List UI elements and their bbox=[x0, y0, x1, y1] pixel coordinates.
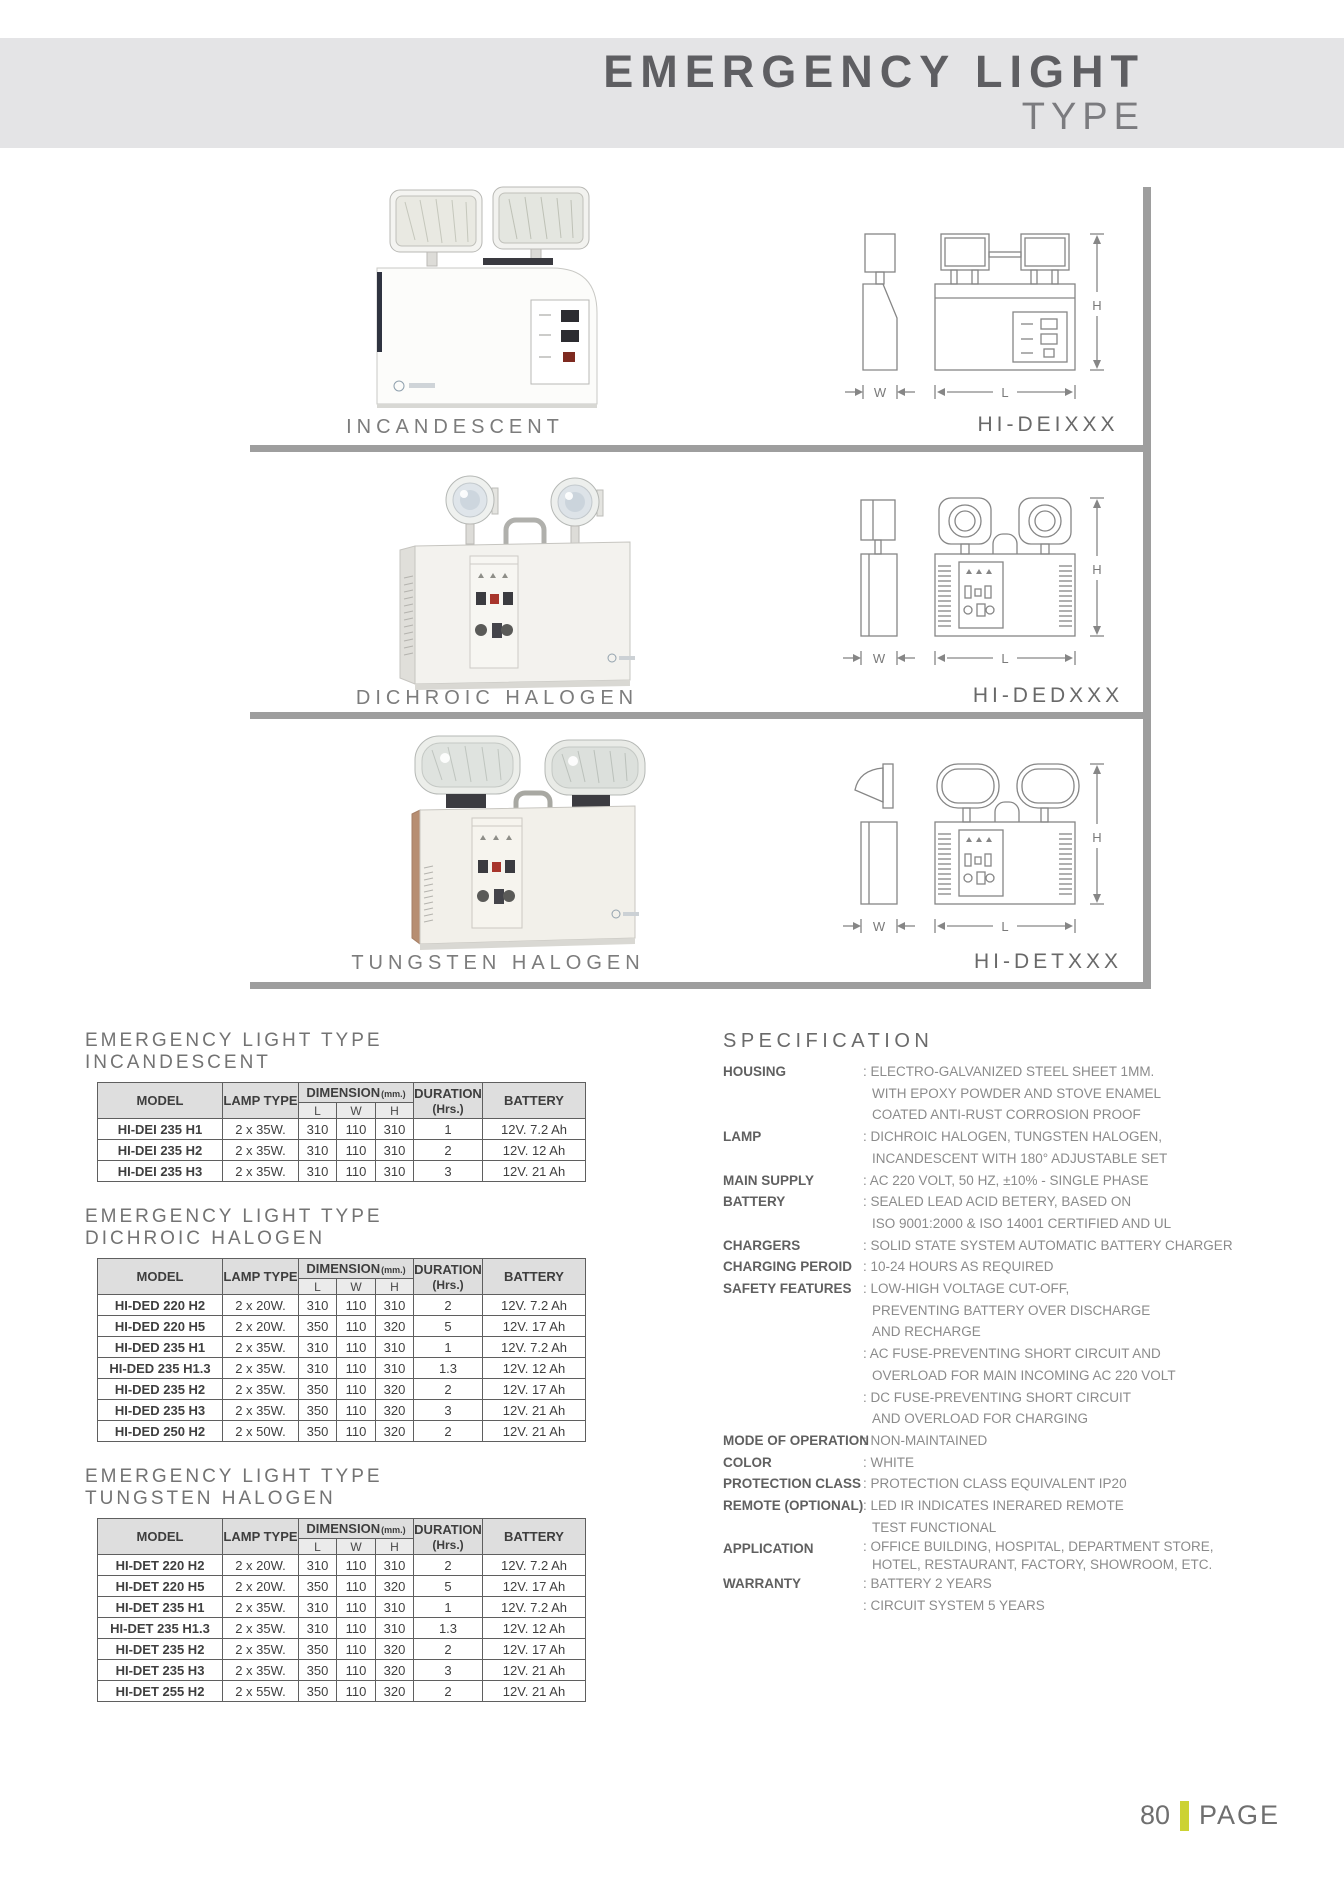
dim-label-h: H bbox=[1092, 298, 1102, 313]
col-dimension: DIMENSION(mm.) bbox=[299, 1083, 414, 1103]
spec-label: CHARGING PEROID bbox=[723, 1259, 853, 1275]
table-cell: 12V. 17 Ah bbox=[483, 1379, 586, 1400]
model-cell: HI-DET 235 H1.3 bbox=[98, 1618, 223, 1639]
table-cell: 350 bbox=[299, 1421, 337, 1442]
spec-entry bbox=[723, 1191, 1193, 1234]
table-cell: 2 x 35W. bbox=[223, 1660, 299, 1681]
model-cell: HI-DED 235 H3 bbox=[98, 1400, 223, 1421]
spec-entry bbox=[723, 1452, 1193, 1474]
page-footer bbox=[1140, 1800, 1280, 1831]
table-cell: 2 x 35W. bbox=[223, 1358, 299, 1379]
col-battery: BATTERY bbox=[483, 1519, 586, 1555]
section-divider bbox=[250, 982, 1143, 989]
table-cell: 320 bbox=[376, 1421, 414, 1442]
table-cell: 310 bbox=[376, 1597, 414, 1618]
table-cell: 12V. 17 Ah bbox=[483, 1316, 586, 1337]
col-lamp-type: LAMP TYPE bbox=[223, 1083, 299, 1119]
table-row bbox=[98, 1379, 586, 1400]
table-cell: 2 bbox=[414, 1140, 483, 1161]
model-cell: HI-DED 235 H1.3 bbox=[98, 1358, 223, 1379]
table-row bbox=[98, 1316, 586, 1337]
specification-section bbox=[723, 1030, 1233, 1617]
model-cell: HI-DEI 235 H3 bbox=[98, 1161, 223, 1182]
spec-line: : ELECTRO-GALVANIZED STEEL SHEET 1MM. bbox=[863, 1064, 1155, 1079]
col-dimension: DIMENSION(mm.) bbox=[299, 1519, 414, 1539]
table-row bbox=[98, 1660, 586, 1681]
table-cell: 3 bbox=[414, 1400, 483, 1421]
model-cell: HI-DED 220 H5 bbox=[98, 1316, 223, 1337]
table-cell: 320 bbox=[376, 1400, 414, 1421]
dim-label-l: L bbox=[1001, 385, 1009, 400]
table-cell: 310 bbox=[299, 1161, 337, 1182]
section-caption-incandescent: INCANDESCENT bbox=[346, 416, 564, 438]
spec-line: : NON-MAINTAINED bbox=[863, 1432, 988, 1448]
spec-line: HOTEL, RESTAURANT, FACTORY, SHOWROOM, ETC. bbox=[872, 1556, 1213, 1572]
spec-line: : AC 220 VOLT, 50 HZ, ±10% - SINGLE PHASE bbox=[863, 1172, 1149, 1188]
col-lamp-type: LAMP TYPE bbox=[223, 1259, 299, 1295]
table-cell: 110 bbox=[337, 1379, 376, 1400]
col-dimension: DIMENSION(mm.) bbox=[299, 1259, 414, 1279]
table-cell: 310 bbox=[299, 1618, 337, 1639]
spec-value bbox=[863, 1061, 1193, 1126]
model-cell: HI-DEI 235 H1 bbox=[98, 1119, 223, 1140]
spec-value bbox=[863, 1256, 1193, 1278]
spec-entry bbox=[723, 1170, 1193, 1192]
spec-line: : OFFICE BUILDING, HOSPITAL, DEPARTMENT STORE, bbox=[863, 1539, 1214, 1555]
spec-label: MAIN SUPPLY bbox=[723, 1172, 815, 1188]
table-row bbox=[98, 1119, 586, 1140]
table-cell: 310 bbox=[299, 1140, 337, 1161]
section-caption-tungsten: TUNGSTEN HALOGEN bbox=[351, 952, 645, 974]
dimension-diagram-tungsten bbox=[825, 746, 1155, 946]
table-cell: 110 bbox=[337, 1161, 376, 1182]
table-row bbox=[98, 1337, 586, 1358]
table-cell: 110 bbox=[337, 1660, 376, 1681]
page-subtitle: TYPE bbox=[1021, 96, 1145, 138]
table-row bbox=[98, 1421, 586, 1442]
model-cell: HI-DET 235 H3 bbox=[98, 1660, 223, 1681]
table-cell: 350 bbox=[299, 1316, 337, 1337]
table-row bbox=[98, 1618, 586, 1639]
table-cell: 310 bbox=[299, 1119, 337, 1140]
table-cell: 2 bbox=[414, 1681, 483, 1702]
col-battery: BATTERY bbox=[483, 1083, 586, 1119]
table-cell: 110 bbox=[337, 1316, 376, 1337]
table-cell: 12V. 12 Ah bbox=[483, 1358, 586, 1379]
col-duration: DURATION (Hrs.) bbox=[414, 1083, 483, 1119]
col-model: MODEL bbox=[98, 1259, 223, 1295]
spec-line: COATED ANTI-RUST CORROSION PROOF bbox=[872, 1107, 1141, 1123]
col-h: H bbox=[376, 1539, 414, 1555]
spec-label: APPLICATION bbox=[723, 1541, 814, 1557]
table-row bbox=[98, 1358, 586, 1379]
table-heading-dichroic bbox=[85, 1206, 383, 1250]
spec-line: : DC FUSE-PREVENTING SHORT CIRCUIT bbox=[863, 1389, 1132, 1405]
table-cell: 110 bbox=[337, 1639, 376, 1660]
col-duration: DURATION (Hrs.) bbox=[414, 1259, 483, 1295]
table-cell: 12V. 17 Ah bbox=[483, 1639, 586, 1660]
specification-entries bbox=[723, 1061, 1233, 1617]
table-cell: 110 bbox=[337, 1337, 376, 1358]
spec-value bbox=[863, 1473, 1193, 1495]
table-row bbox=[98, 1576, 586, 1597]
table-cell: 310 bbox=[376, 1140, 414, 1161]
spec-label: COLOR bbox=[723, 1454, 772, 1470]
table-cell: 110 bbox=[337, 1597, 376, 1618]
table-cell: 2 x 35W. bbox=[223, 1379, 299, 1400]
spec-line: TEST FUNCTIONAL bbox=[872, 1519, 997, 1535]
spec-table-dichroic bbox=[97, 1258, 586, 1442]
table-cell: 310 bbox=[376, 1119, 414, 1140]
table-cell: 1 bbox=[414, 1337, 483, 1358]
spec-entry bbox=[723, 1473, 1193, 1495]
spec-line: ISO 9001:2000 & ISO 14001 CERTIFIED AND UL bbox=[872, 1215, 1172, 1231]
table-cell: 1 bbox=[414, 1119, 483, 1140]
table-cell: 350 bbox=[299, 1639, 337, 1660]
spec-line: WITH EPOXY POWDER AND STOVE ENAMEL bbox=[872, 1085, 1162, 1101]
table-cell: 110 bbox=[337, 1140, 376, 1161]
spec-value bbox=[863, 1278, 1193, 1430]
model-cell: HI-DET 220 H2 bbox=[98, 1555, 223, 1576]
table-cell: 1.3 bbox=[414, 1618, 483, 1639]
table-cell: 320 bbox=[376, 1639, 414, 1660]
table-cell: 2 x 35W. bbox=[223, 1161, 299, 1182]
page-number: 80 bbox=[1140, 1800, 1171, 1830]
spec-value bbox=[863, 1191, 1193, 1234]
col-model: MODEL bbox=[98, 1519, 223, 1555]
table-cell: 2 bbox=[414, 1639, 483, 1660]
table-cell: 1.3 bbox=[414, 1358, 483, 1379]
table-cell: 12V. 21 Ah bbox=[483, 1161, 586, 1182]
table-heading-line2: DICHROIC HALOGEN bbox=[85, 1228, 326, 1249]
table-cell: 12V. 7.2 Ah bbox=[483, 1555, 586, 1576]
product-photo-tungsten-halogen bbox=[320, 718, 680, 953]
table-cell: 2 x 35W. bbox=[223, 1639, 299, 1660]
table-row bbox=[98, 1639, 586, 1660]
dimension-diagram-dichroic bbox=[825, 478, 1155, 678]
table-cell: 12V. 7.2 Ah bbox=[483, 1119, 586, 1140]
table-cell: 350 bbox=[299, 1660, 337, 1681]
model-code-incandescent: HI-DEIXXX bbox=[977, 413, 1119, 436]
spec-value bbox=[863, 1235, 1233, 1257]
table-cell: 2 x 20W. bbox=[223, 1295, 299, 1316]
table-cell: 2 x 35W. bbox=[223, 1618, 299, 1639]
spec-value bbox=[863, 1573, 1193, 1616]
table-cell: 110 bbox=[337, 1681, 376, 1702]
model-cell: HI-DET 220 H5 bbox=[98, 1576, 223, 1597]
table-row bbox=[98, 1161, 586, 1182]
spec-entry bbox=[723, 1256, 1193, 1278]
specification-title: SPECIFICATION bbox=[723, 1030, 934, 1052]
table-cell: 2 bbox=[414, 1555, 483, 1576]
table-cell: 2 bbox=[414, 1421, 483, 1442]
spec-line: : WHITE bbox=[863, 1454, 914, 1470]
table-row bbox=[98, 1681, 586, 1702]
table-cell: 12V. 12 Ah bbox=[483, 1618, 586, 1639]
dim-label-l: L bbox=[1001, 919, 1009, 934]
col-l: L bbox=[299, 1279, 337, 1295]
table-cell: 2 bbox=[414, 1295, 483, 1316]
col-w: W bbox=[337, 1539, 376, 1555]
table-cell: 5 bbox=[414, 1576, 483, 1597]
table-cell: 110 bbox=[337, 1618, 376, 1639]
spec-table-incandescent bbox=[97, 1082, 586, 1182]
spec-value bbox=[863, 1495, 1193, 1538]
spec-line: INCANDESCENT WITH 180° ADJUSTABLE SET bbox=[872, 1150, 1168, 1166]
table-cell: 310 bbox=[299, 1597, 337, 1618]
table-cell: 110 bbox=[337, 1400, 376, 1421]
model-cell: HI-DED 220 H2 bbox=[98, 1295, 223, 1316]
table-cell: 12V. 7.2 Ah bbox=[483, 1597, 586, 1618]
table-cell: 1 bbox=[414, 1597, 483, 1618]
table-cell: 310 bbox=[299, 1358, 337, 1379]
spec-entry bbox=[723, 1430, 1193, 1452]
table-row bbox=[98, 1140, 586, 1161]
model-cell: HI-DED 235 H1 bbox=[98, 1337, 223, 1358]
spec-line: : LOW-HIGH VOLTAGE CUT-OFF, bbox=[863, 1281, 1070, 1297]
table-cell: 110 bbox=[337, 1119, 376, 1140]
spec-line: : CIRCUIT SYSTEM 5 YEARS bbox=[863, 1598, 1045, 1614]
table-cell: 12V. 21 Ah bbox=[483, 1400, 586, 1421]
spec-line: : SOLID STATE SYSTEM AUTOMATIC BATTERY CHARGER bbox=[863, 1237, 1233, 1253]
table-cell: 320 bbox=[376, 1576, 414, 1597]
table-cell: 310 bbox=[299, 1295, 337, 1316]
dim-label-h: H bbox=[1092, 830, 1102, 845]
table-cell: 320 bbox=[376, 1316, 414, 1337]
page-label: PAGE bbox=[1199, 1800, 1281, 1830]
table-cell: 2 x 20W. bbox=[223, 1576, 299, 1597]
spec-value bbox=[863, 1430, 1193, 1452]
table-cell: 320 bbox=[376, 1660, 414, 1681]
spec-entry bbox=[723, 1538, 1214, 1573]
spec-line: : DICHROIC HALOGEN, TUNGSTEN HALOGEN, bbox=[863, 1129, 1163, 1145]
spec-value bbox=[863, 1452, 1193, 1474]
col-lamp-type: LAMP TYPE bbox=[223, 1519, 299, 1555]
spec-label: HOUSING bbox=[723, 1064, 787, 1079]
table-cell: 350 bbox=[299, 1379, 337, 1400]
table-cell: 110 bbox=[337, 1576, 376, 1597]
model-cell: HI-DET 235 H1 bbox=[98, 1597, 223, 1618]
spec-label: BATTERY bbox=[723, 1194, 786, 1210]
table-cell: 110 bbox=[337, 1555, 376, 1576]
table-heading-incandescent bbox=[85, 1030, 383, 1074]
dim-label-h: H bbox=[1092, 562, 1102, 577]
spec-line: OVERLOAD FOR MAIN INCOMING AC 220 VOLT bbox=[872, 1367, 1176, 1383]
product-photo-incandescent bbox=[335, 172, 635, 422]
spec-label: REMOTE (OPTIONAL) bbox=[723, 1498, 864, 1514]
table-cell: 310 bbox=[299, 1555, 337, 1576]
model-cell: HI-DED 235 H2 bbox=[98, 1379, 223, 1400]
table-heading-line1: EMERGENCY LIGHT TYPE bbox=[85, 1030, 383, 1051]
model-cell: HI-DET 235 H2 bbox=[98, 1639, 223, 1660]
spec-line: AND OVERLOAD FOR CHARGING bbox=[872, 1411, 1089, 1427]
model-cell: HI-DEI 235 H2 bbox=[98, 1140, 223, 1161]
spec-line: AND RECHARGE bbox=[872, 1324, 981, 1340]
dimension-diagram-incandescent bbox=[825, 212, 1155, 412]
table-cell: 2 x 50W. bbox=[223, 1421, 299, 1442]
table-cell: 12V. 12 Ah bbox=[483, 1140, 586, 1161]
table-cell: 350 bbox=[299, 1681, 337, 1702]
spec-entry bbox=[723, 1061, 1193, 1126]
spec-line: : PROTECTION CLASS EQUIVALENT IP20 bbox=[863, 1476, 1127, 1492]
spec-line: : 10-24 HOURS AS REQUIRED bbox=[863, 1259, 1054, 1275]
model-code-dichroic: HI-DEDXXX bbox=[972, 684, 1124, 707]
table-cell: 3 bbox=[414, 1161, 483, 1182]
spec-value bbox=[863, 1538, 1214, 1573]
table-cell: 2 x 35W. bbox=[223, 1337, 299, 1358]
table-cell: 12V. 21 Ah bbox=[483, 1421, 586, 1442]
spec-entry bbox=[723, 1235, 1233, 1257]
table-cell: 310 bbox=[376, 1161, 414, 1182]
spec-label: WARRANTY bbox=[723, 1576, 801, 1592]
table-cell: 3 bbox=[414, 1660, 483, 1681]
spec-table-tungsten bbox=[97, 1518, 586, 1702]
footer-accent-bar bbox=[1180, 1801, 1189, 1831]
table-cell: 320 bbox=[376, 1379, 414, 1400]
table-cell: 350 bbox=[299, 1576, 337, 1597]
table-cell: 310 bbox=[376, 1555, 414, 1576]
spec-line: : LED IR INDICATES INERARED REMOTE bbox=[863, 1498, 1124, 1514]
spec-entry bbox=[723, 1126, 1193, 1169]
table-cell: 2 x 55W. bbox=[223, 1681, 299, 1702]
table-cell: 2 x 20W. bbox=[223, 1555, 299, 1576]
spec-label: LAMP bbox=[723, 1129, 762, 1145]
table-cell: 110 bbox=[337, 1358, 376, 1379]
section-caption-dichroic: DICHROIC HALOGEN bbox=[355, 687, 639, 709]
col-w: W bbox=[337, 1103, 376, 1119]
col-battery: BATTERY bbox=[483, 1259, 586, 1295]
table-heading-line1: EMERGENCY LIGHT TYPE bbox=[85, 1466, 383, 1487]
table-row bbox=[98, 1295, 586, 1316]
table-cell: 310 bbox=[299, 1337, 337, 1358]
spec-line: PREVENTING BATTERY OVER DISCHARGE bbox=[872, 1302, 1151, 1318]
table-cell: 12V. 7.2 Ah bbox=[483, 1295, 586, 1316]
col-l: L bbox=[299, 1103, 337, 1119]
dim-label-w: W bbox=[873, 385, 887, 400]
table-cell: 310 bbox=[376, 1618, 414, 1639]
table-row bbox=[98, 1400, 586, 1421]
table-cell: 2 x 35W. bbox=[223, 1597, 299, 1618]
spec-entry bbox=[723, 1495, 1193, 1538]
model-code-tungsten: HI-DETXXX bbox=[973, 950, 1122, 973]
col-duration: DURATION (Hrs.) bbox=[414, 1519, 483, 1555]
spec-value bbox=[863, 1126, 1193, 1169]
spec-label: MODE OF OPERATION bbox=[723, 1432, 870, 1448]
col-l: L bbox=[299, 1539, 337, 1555]
table-cell: 2 x 35W. bbox=[223, 1140, 299, 1161]
model-cell: HI-DET 255 H2 bbox=[98, 1681, 223, 1702]
table-heading-line2: INCANDESCENT bbox=[85, 1052, 271, 1073]
table-row bbox=[98, 1555, 586, 1576]
page-title: EMERGENCY LIGHT bbox=[603, 46, 1145, 97]
spec-entry bbox=[723, 1573, 1193, 1616]
table-cell: 2 bbox=[414, 1379, 483, 1400]
col-h: H bbox=[376, 1279, 414, 1295]
table-heading-tungsten bbox=[85, 1466, 383, 1510]
spec-label: SAFETY FEATURES bbox=[723, 1281, 852, 1297]
table-cell: 12V. 7.2 Ah bbox=[483, 1337, 586, 1358]
table-cell: 320 bbox=[376, 1681, 414, 1702]
table-heading-line1: EMERGENCY LIGHT TYPE bbox=[85, 1206, 383, 1227]
spec-entry bbox=[723, 1278, 1193, 1430]
table-cell: 110 bbox=[337, 1295, 376, 1316]
dim-label-w: W bbox=[872, 651, 886, 666]
spec-label: PROTECTION CLASS bbox=[723, 1476, 862, 1492]
table-cell: 2 x 35W. bbox=[223, 1119, 299, 1140]
table-cell: 12V. 21 Ah bbox=[483, 1660, 586, 1681]
table-cell: 350 bbox=[299, 1400, 337, 1421]
table-cell: 310 bbox=[376, 1358, 414, 1379]
dim-label-l: L bbox=[1001, 651, 1009, 666]
table-cell: 5 bbox=[414, 1316, 483, 1337]
table-cell: 12V. 17 Ah bbox=[483, 1576, 586, 1597]
col-w: W bbox=[337, 1279, 376, 1295]
spec-line: : SEALED LEAD ACID BETERY, BASED ON bbox=[863, 1194, 1132, 1210]
col-h: H bbox=[376, 1103, 414, 1119]
table-cell: 12V. 21 Ah bbox=[483, 1681, 586, 1702]
product-photo-dichroic-halogen bbox=[320, 458, 680, 693]
table-cell: 310 bbox=[376, 1337, 414, 1358]
spec-value bbox=[863, 1170, 1193, 1192]
table-cell: 2 x 20W. bbox=[223, 1316, 299, 1337]
table-cell: 310 bbox=[376, 1295, 414, 1316]
spec-line: : BATTERY 2 YEARS bbox=[863, 1576, 992, 1592]
table-cell: 2 x 35W. bbox=[223, 1400, 299, 1421]
table-cell: 110 bbox=[337, 1421, 376, 1442]
spec-line: : AC FUSE-PREVENTING SHORT CIRCUIT AND bbox=[863, 1346, 1161, 1362]
spec-label: CHARGERS bbox=[723, 1237, 801, 1253]
table-heading-line2: TUNGSTEN HALOGEN bbox=[85, 1488, 336, 1509]
table-row bbox=[98, 1597, 586, 1618]
model-cell: HI-DED 250 H2 bbox=[98, 1421, 223, 1442]
dim-label-w: W bbox=[872, 919, 886, 934]
col-model: MODEL bbox=[98, 1083, 223, 1119]
section-divider bbox=[250, 445, 1143, 452]
